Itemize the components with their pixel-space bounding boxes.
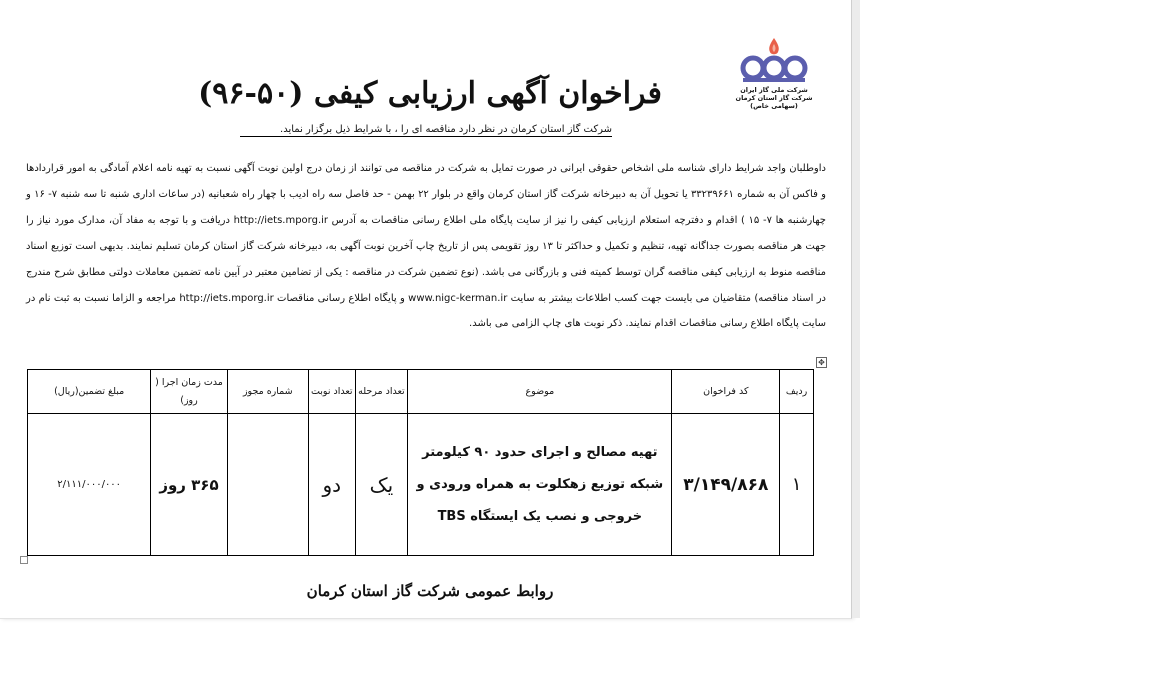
cell-subject: تهیه مصالح و اجرای حدود ۹۰ کیلومتر شبکه توزیع زهکلوت به همراه ورودی و خروجی و نصب یک ایستگاه TBS xyxy=(408,414,672,556)
logo-line-2: شرکت گاز استان کرمان xyxy=(735,94,813,102)
body-paragraph: داوطلبان واجد شرایط دارای شناسه ملی اشخاص حقوقی ایرانی در صورت تمایل به شرکت در مناقصه می توانند از زمان درج اولین نوبت آگهی نسبت به تهیه نامه اعلام آمادگی به امور قراردادها و فاکس آن به شماره ۳۳۲۳۹۶۶۱ یا تحویل آن به دبیرخانه شرکت گاز استان کرمان واقع در بلوار ۲۲ بهمن - حد فاصل سه راه ادیب با چهار راه شعبانیه (در ساعات اداری شنبه تا سه شنبه ۷- ۱۶ و چهارشنبه ها ۷- ۱۵ ) اقدام و دفترچه استعلام ارزیابی کیفی را نیز از سایت پایگاه ملی اطلاع رسانی مناقصات به آدرس http://iets.mporg.ir دریافت و با توجه به مفاد آن، مدارک مورد نیاز را جهت هر مناقصه بصورت جداگانه تهیه، تنظیم و تکمیل و حداکثر تا ۱۳ روز تقویمی پس از تاریخ چاپ آخرین نوبت آگهی به، دبیرخانه شرکت گاز استان کرمان تسلیم نمایند. بدیهی است توزیع اسناد مناقصه منوط به ارزیابی کیفی مناقصه گران توسط کمیته فنی و بازرگانی می باشد. (نوع تضمین شرکت در مناقصه : یکی از تضامین معتبر در آیین نامه تضمین معاملات دولتی مطابق شرح مندرج در اسناد مناقصه) متقاضیان می بایست جهت کسب اطلاعات بیشتر به سایت www.nigc-kerman.ir و پایگاه اطلاع رسانی مناقصات http://iets.mporg.ir مراجعه و الزاما نسبت به ثبت نام در سایت پایگاه اطلاع رسانی مناقصات اقدام نمایند. ذکر نوبت های چاپ الزامی می باشد. xyxy=(26,163,827,330)
header-guarantee: مبلغ تضمین(ریال) xyxy=(28,370,151,414)
table-resize-handle[interactable] xyxy=(20,556,28,564)
cell-duration: ۳۶۵ روز xyxy=(151,414,227,556)
company-logo xyxy=(728,34,820,118)
header-row-number: ردیف xyxy=(780,370,814,414)
gas-flame-emblem-icon xyxy=(739,34,809,86)
cell-call-code: ۳/۱۴۹/۸۶۸ xyxy=(672,414,780,556)
table-move-handle-icon[interactable]: ✥ xyxy=(816,357,827,368)
logo-line-3: (سهامی خاص) xyxy=(750,102,798,110)
page-title: فراخوان آگهی ارزیابی کیفی (۵۰-۹۶) xyxy=(198,76,662,111)
table-row xyxy=(28,414,814,556)
cell-permit-number xyxy=(227,414,308,556)
header-duration: مدت زمان اجرا ( روز) xyxy=(151,370,227,414)
header-subject: موضوع xyxy=(408,370,672,414)
page-subtitle: شرکت گاز استان کرمان در نظر دارد مناقصه ای را ، با شرایط ذیل برگزار نماید. xyxy=(240,124,612,137)
header-call-code: کد فراخوان xyxy=(672,370,780,414)
table-header-row xyxy=(28,370,814,414)
header-permit-number: شماره مجوز xyxy=(227,370,308,414)
footer-signature: روابط عمومی شرکت گاز استان کرمان xyxy=(306,582,554,600)
logo-line-1: شرکت ملی گاز ایران xyxy=(740,86,808,94)
cell-row-number: ۱ xyxy=(780,414,814,556)
page-edge-strip xyxy=(852,0,860,618)
cell-guarantee: ۲/۱۱۱/۰۰۰/۰۰۰ xyxy=(28,414,151,556)
cell-rounds: دو xyxy=(308,414,355,556)
tender-table xyxy=(27,369,814,556)
header-stages: تعداد مرحله xyxy=(355,370,408,414)
cell-stages: یک xyxy=(355,414,408,556)
header-rounds: تعداد نوبت xyxy=(308,370,355,414)
